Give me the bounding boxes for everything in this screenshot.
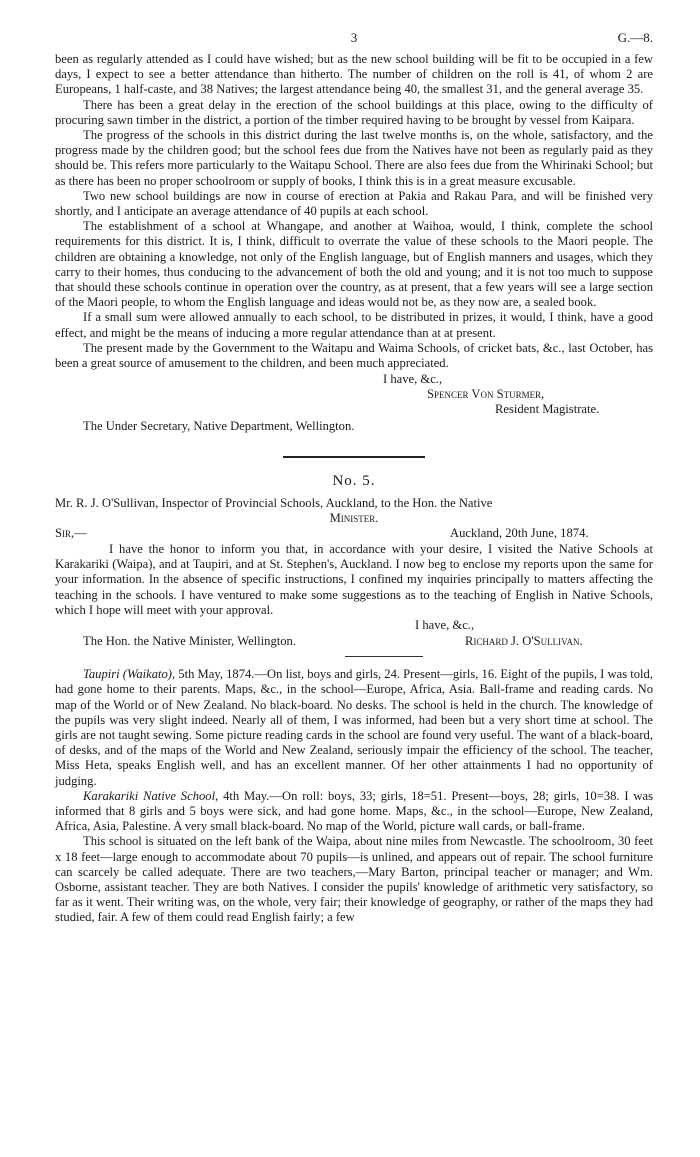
report-body-karakariki: , 4th May.—On roll: boys, 33; girls, 18=51. Present—boys, 28; girls, 10=38. I was informed that 8 girls and 5 boys were sick, and had gone home. Maps, &c., in the school—Europe, New Zealand, Africa, Asia, Palestine. A very small black-board. No map of the World, picture wall cards, or ball-frame. (55, 788, 654, 834)
paragraph: The present made by the Government to the Waitapu and Waima Schools, of cricket bats, &c., last October, has been a great source of amusement to the children, and been much appreciated. (55, 340, 653, 371)
signature-block (55, 371, 653, 417)
paragraph: The establishment of a school at Whangape, and another at Waihoa, would, I think, complete the school requirements for this district. It is, I think, difficult to overrate the value of these schools to the Maori people. The children are obtaining a knowledge, not only of the English language, but of English manners and usages, which they carry to their homes, thus conducing to the advancement of both the old and young; and it is not too much to suppose that should these schools continue in operation over the country, as at present, that a few years will see a large section of the Maori people, to whom the English language and ideas would not be, as they now are, a sealed book. (55, 219, 653, 310)
addressee: The Under Secretary, Native Department, Wellington. (83, 419, 355, 434)
salutation-row (55, 526, 653, 542)
section-heading-line1: Mr. R. J. O'Sullivan, Inspector of Provincial Schools, Auckland, to the Hon. the Native (55, 495, 493, 510)
section-heading-line2: Minister. (329, 510, 379, 525)
report-title-taupiri: Taupiri (Waikato) (83, 667, 172, 682)
addressee-row (55, 634, 653, 650)
paragraph: The progress of the schools in this district during the last twelve months is, on the whole, satisfactory, and the progress made by the children good; but the school fees due from the Natives have not been as regularly paid as they should be. This refers more particularly to the Waitapu School. There are also fees due from the Whirinaki School; but as there has been no proper schoolroom or supply of books, I think this is in a great measure excusable. (55, 128, 653, 188)
section-divider (283, 456, 425, 458)
section-number: No. 5. (332, 473, 376, 490)
report-divider (345, 656, 423, 657)
addressee: The Hon. the Native Minister, Wellington. (83, 634, 297, 649)
paragraph: There has been a great delay in the erection of the school buildings at this place, owing to the difficulty of procuring sawn timber in the district, a portion of the timber required having to be brought by vessel from Kaipara. (55, 97, 653, 127)
letter-von-sturmer (55, 52, 653, 434)
report-body-taupiri: , 5th May, 1874.—On list, boys and girls, 24. Present—girls, 16. Eight of the pupils, I was told, had gone home to their parents. Maps, &c., in the school—Europe, Africa, Asia. Ball-frame and reading cards. No map of the World or of New Zealand. No black-board. No desks. The school is held in the church. The knowledge of the pupils was very slight indeed. Nearly all of them, I was informed, had been but a very short time at school. The girls are not taught sewing. Some picture reading cards in the school are found very useful. The want of a black-board, of desks, and of the maps of the World and New Zealand, seriously impair the efficiency of the school. The teacher, Miss Heta, speaks English well, and has an excellent manner. Of her other attainments I had no opportunity of judging. (55, 667, 653, 788)
document-reference: G.—8. (617, 30, 653, 45)
letter-body: I have the honor to inform you that, in accordance with your desire, I visited the Native Schools at Karakariki (Waipa), and at Taupiri, and at St. Stephen's, Auckland. I now beg to enclose my reports upon the same for your information. In the absence of specific instructions, I confined my inquiries principally to matters affecting the teaching in the schools. I have ventured to make some suggestions as to the teaching of English in Native Schools, which I hope will meet with your approval. (55, 542, 653, 617)
school-reports (55, 667, 653, 925)
paragraph: been as regularly attended as I could have wished; but as the new school building will be fit to be occupied in a few days, I expect to see a better attendance than hitherto. The number of children on the roll is 41, of whom 2 are Europeans, 1 half-caste, and 38 Natives; the largest attendance being 40, the smallest 31, and the general average 35. (55, 52, 653, 97)
section-no5 (55, 474, 653, 650)
page-header (55, 30, 653, 48)
report-taupiri (55, 667, 653, 789)
paragraph: This school is situated on the left bank of the Waipa, about nine miles from Newcastle. The schoolroom, 30 feet x 18 feet—large enough to accommodate about 70 pupils—is unlined, and appears out of repair. The school furniture can scarcely be called adequate. There are two teachers,—Mary Barton, principal teacher or manager; and Wm. Osborne, assistant teacher. They are both Natives. I consider the pupils' knowledge of arithmetic very satisfactory, so far as it went. Their writing was, on the whole, very fair; their knowledge of geography, or rather of the maps they had studied, fair. A few of them could read English fairly; a few (55, 834, 653, 925)
closing-line: I have, &c., (383, 372, 443, 387)
document-page (55, 30, 653, 926)
signatory-name: Richard J. O'Sullivan. (465, 634, 583, 649)
salutation: Sir,— (55, 526, 87, 541)
paragraph: If a small sum were allowed annually to each school, to be distributed in prizes, it would, I think, have a good effect, and might be the means of inducing a more regular attendance than at at present. (55, 310, 653, 340)
page-number: 3 (350, 30, 358, 45)
report-karakariki (55, 789, 653, 835)
closing-line: I have, &c., (415, 618, 475, 633)
place-date: Auckland, 20th June, 1874. (450, 526, 589, 541)
closing-row (55, 618, 653, 634)
report-title-karakariki: Karakariki Native School (83, 788, 216, 803)
section-heading (55, 496, 653, 511)
paragraph: Two new school buildings are now in course of erection at Pakia and Rakau Para, and will be finished very shortly, and I anticipate an average attendance of 40 pupils at each school. (55, 188, 653, 219)
signatory-title: Resident Magistrate. (495, 402, 600, 417)
signatory-name: Spencer Von Sturmer, (427, 387, 545, 402)
